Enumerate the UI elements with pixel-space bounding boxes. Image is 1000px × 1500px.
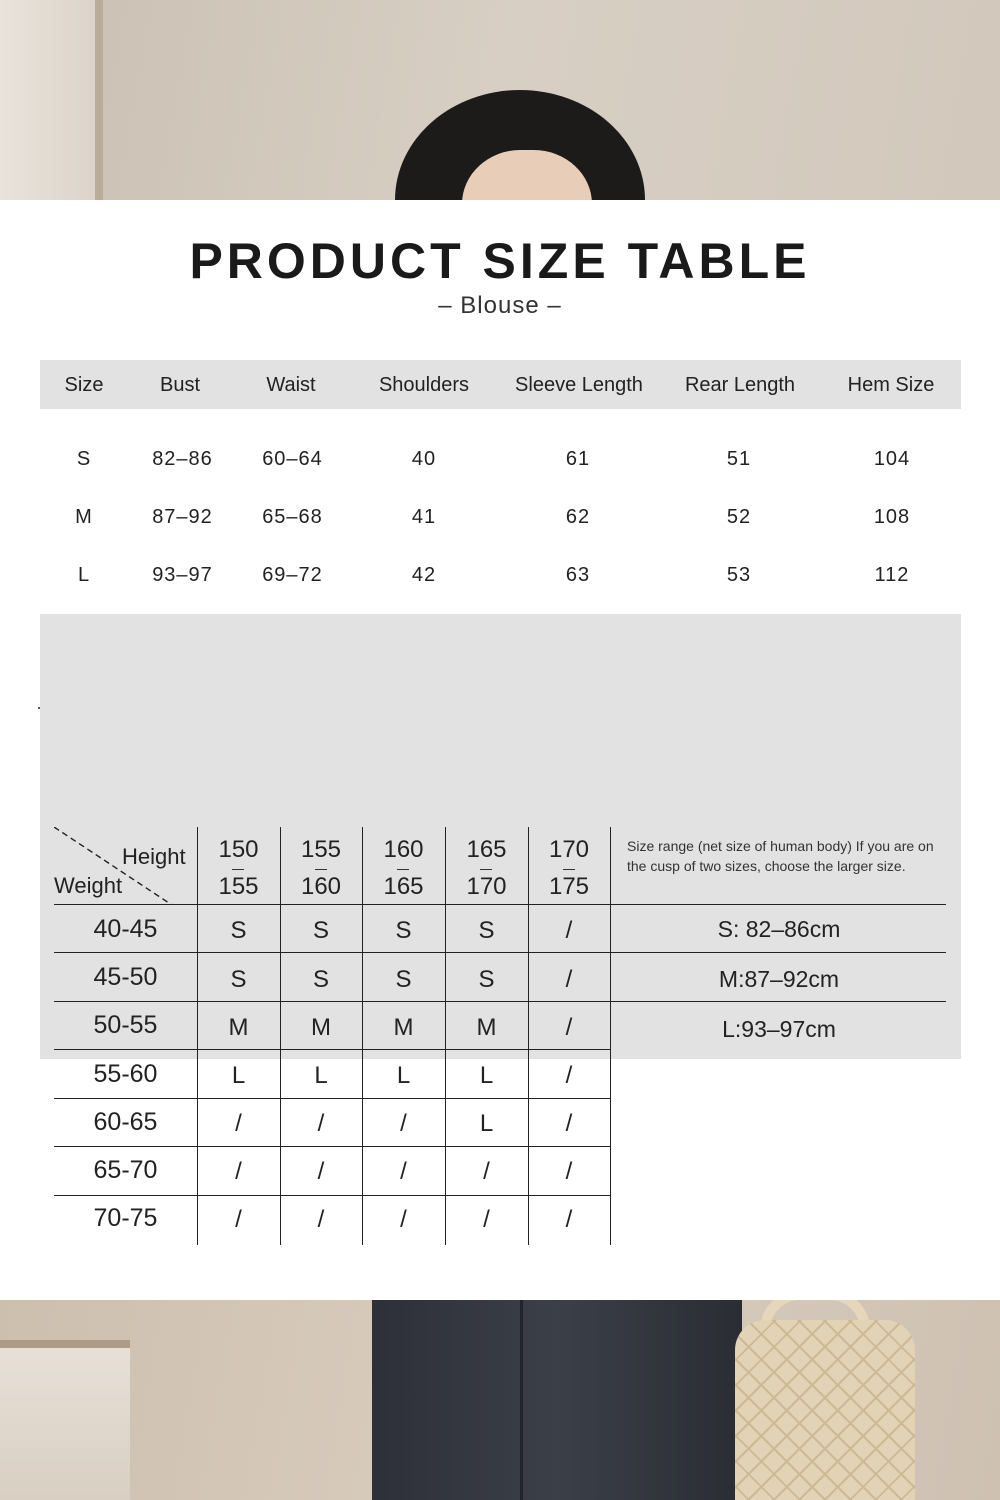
size-cell: / bbox=[483, 1158, 490, 1185]
size-cell: / bbox=[483, 1206, 490, 1233]
size-table-title: PRODUCT SIZE TABLE bbox=[189, 233, 811, 289]
row-rear-length: 51 bbox=[726, 448, 752, 470]
row-hem-size: 108 bbox=[873, 506, 911, 528]
grid-line bbox=[54, 952, 946, 953]
size-cell: S bbox=[230, 966, 247, 993]
size-cell: / bbox=[235, 1206, 242, 1233]
size-cell: S bbox=[478, 917, 495, 944]
height-to: 175 bbox=[548, 873, 590, 900]
corner-weight-label: Weight bbox=[54, 873, 123, 898]
height-from: 160 bbox=[383, 836, 424, 863]
size-cell: L bbox=[314, 1062, 328, 1089]
row-size: S bbox=[76, 448, 92, 470]
weight-label: 45-50 bbox=[93, 963, 158, 991]
row-size: L bbox=[77, 564, 91, 586]
size-cell: / bbox=[565, 1158, 573, 1185]
size-cell: / bbox=[317, 1206, 325, 1233]
range-m: M:87–92cm bbox=[718, 966, 840, 992]
size-cell: / bbox=[565, 1014, 573, 1041]
row-rear-length: 53 bbox=[726, 564, 752, 586]
row-sleeve-length: 62 bbox=[565, 506, 591, 528]
size-cell: / bbox=[565, 1062, 573, 1089]
size-cell: / bbox=[400, 1110, 407, 1137]
quilted-handbag bbox=[735, 1320, 915, 1500]
size-cell: S bbox=[395, 966, 412, 993]
size-cell: / bbox=[400, 1158, 407, 1185]
row-sleeve-length: 61 bbox=[565, 448, 591, 470]
row-waist: 69–72 bbox=[262, 564, 323, 586]
weight-label: 60-65 bbox=[93, 1108, 158, 1136]
size-cell: M bbox=[476, 1014, 497, 1041]
size-cell: / bbox=[235, 1158, 242, 1185]
wall-beam-edge bbox=[95, 0, 103, 200]
header-sleeve-length: Sleeve Length bbox=[515, 374, 643, 396]
size-cell: / bbox=[317, 1110, 325, 1137]
header-size: Size bbox=[64, 374, 104, 396]
height-to: 165 bbox=[383, 873, 424, 900]
row-rear-length: 52 bbox=[726, 506, 752, 528]
row-sleeve-length: 63 bbox=[565, 564, 591, 586]
row-waist: 65–68 bbox=[262, 506, 323, 528]
size-cell: M bbox=[311, 1014, 331, 1041]
height-from: 150 bbox=[218, 836, 259, 863]
row-bust: 82–86 bbox=[152, 448, 213, 470]
row-size: M bbox=[75, 506, 93, 528]
size-cell: / bbox=[565, 1206, 573, 1233]
weight-label: 50-55 bbox=[93, 1011, 158, 1039]
size-table-header bbox=[40, 360, 961, 409]
model-trousers bbox=[372, 1300, 742, 1500]
size-table-subtitle: – Blouse – bbox=[438, 292, 562, 319]
header-hem-size: Hem Size bbox=[847, 374, 935, 396]
size-cell: S bbox=[312, 917, 329, 944]
weight-label: 70-75 bbox=[93, 1204, 158, 1232]
row-waist: 60–64 bbox=[262, 448, 323, 470]
row-bust: 93–97 bbox=[152, 564, 213, 586]
top-photo bbox=[0, 0, 1000, 200]
height-from: 155 bbox=[300, 836, 342, 863]
size-cell: / bbox=[565, 917, 573, 944]
height-from: 170 bbox=[548, 836, 590, 863]
height-dash bbox=[315, 869, 327, 870]
height-dash bbox=[397, 869, 409, 870]
row-shoulders: 41 bbox=[411, 506, 437, 528]
row-bust: 87–92 bbox=[152, 506, 213, 528]
grid-line bbox=[54, 904, 946, 905]
size-cell: L bbox=[479, 1062, 494, 1089]
corner-height-label: Height bbox=[122, 844, 186, 869]
size-cell: / bbox=[235, 1110, 242, 1137]
header-rear-length: Rear Length bbox=[684, 374, 796, 396]
size-cell: L bbox=[231, 1062, 246, 1089]
range-s: S: 82–86cm bbox=[717, 916, 841, 942]
bottom-photo bbox=[0, 1300, 1000, 1500]
height-to: 155 bbox=[218, 873, 259, 900]
size-cell: S bbox=[478, 966, 495, 993]
row-hem-size: 104 bbox=[873, 448, 911, 470]
grid-line bbox=[54, 1001, 946, 1002]
height-dash bbox=[480, 869, 492, 870]
row-hem-size: 112 bbox=[874, 564, 910, 586]
height-dash bbox=[232, 869, 244, 870]
wall-beam bbox=[0, 0, 95, 200]
size-cell: / bbox=[565, 966, 573, 993]
size-cell: / bbox=[317, 1158, 325, 1185]
size-cell: M bbox=[393, 1014, 414, 1041]
size-cell: S bbox=[312, 966, 329, 993]
height-to: 170 bbox=[466, 873, 507, 900]
size-cell: L bbox=[396, 1062, 411, 1089]
size-cell: S bbox=[230, 917, 247, 944]
size-cell: M bbox=[228, 1014, 249, 1041]
size-cell: / bbox=[565, 1110, 573, 1137]
weight-label: 65-70 bbox=[93, 1156, 158, 1184]
header-bust: Bust bbox=[159, 374, 201, 396]
height-from: 165 bbox=[466, 836, 507, 863]
weight-label: 40-45 bbox=[93, 915, 158, 943]
header-shoulders: Shoulders bbox=[378, 374, 470, 396]
range-l: L:93–97cm bbox=[722, 1016, 836, 1042]
size-cell: / bbox=[400, 1206, 407, 1233]
size-cell: L bbox=[479, 1110, 494, 1137]
size-cell: S bbox=[395, 917, 412, 944]
header-waist: Waist bbox=[266, 374, 316, 396]
weight-label: 55-60 bbox=[93, 1060, 158, 1088]
wall-beam-bottom bbox=[0, 1340, 130, 1500]
row-shoulders: 42 bbox=[411, 564, 437, 586]
height-dash bbox=[563, 869, 575, 870]
height-to: 160 bbox=[300, 873, 342, 900]
row-shoulders: 40 bbox=[411, 448, 437, 470]
trousers-crease bbox=[520, 1300, 523, 1500]
size-range-note: Size range (net size of human body) If you are on the cusp of two sizes, choose the larger size. bbox=[627, 838, 934, 874]
grid-line bbox=[610, 827, 611, 1245]
